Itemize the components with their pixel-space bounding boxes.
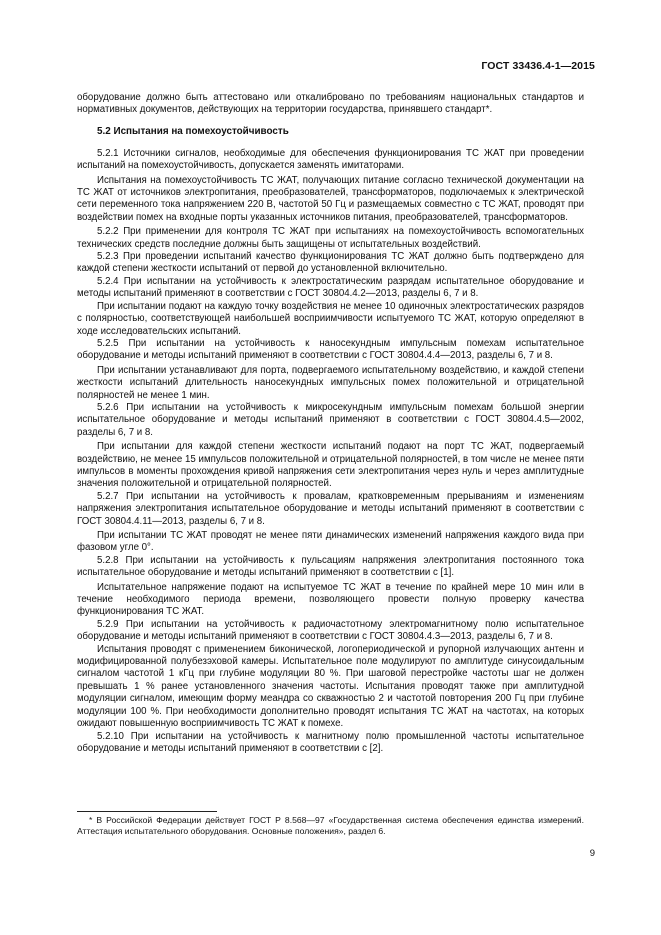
paragraph-dips-details: При испытании ТС ЖАТ проводят не менее пяти динамических изменений напряжения каждого вида при фазовом угле 0°. — [77, 530, 584, 554]
paragraph-rf-details: Испытания проводят с применением биконической, логопериодической и рупорной излучающих антенн и модифицированной полубезэховой камеры. Испытательное поле модулируют по амплитуде синусоидальным сигналом частотой 1 кГц при глубине модуляции 80 %. При шаговой перестройке частоты шаг не должен превышать 1 % ранее установленного значения частоты. Испытания проводят также при амплитудной модуляции сигналом, имеющим форму меандра со скважностью 2 и частотой повторения 200 Гц при глубине модуляции 100 %. При необходимости дополнительно проводят испытания ТС ЖАТ на частотах, на которых ожидают повышенную восприимчивость ТС ЖАТ к помехе. — [77, 643, 584, 730]
paragraph-5-2-9: 5.2.9 При испытании на устойчивость к радиочастотному электромагнитному полю испытательное оборудование и методы испытаний применяют в соответствии с ГОСТ 30804.4.3—2013, разделы 6, 7 и 8. — [77, 618, 584, 643]
intro-paragraph: оборудование должно быть аттестовано или откалибровано по требованиям национальных стандартов и нормативных документов, действующих на территории государства, принявшего стандарт*. — [77, 92, 584, 116]
section-heading: 5.2 Испытания на помехоустойчивость — [97, 125, 289, 137]
paragraph-5-2-6: 5.2.6 При испытании на устойчивость к микросекундным импульсным помехам большой энергии испытательное оборудование и методы испытаний применяют в соответствии с ГОСТ 30804.4.5—2002, разделы 6, 7 и 8. — [77, 401, 584, 438]
paragraph-5-2-2: 5.2.2 При применении для контроля ТС ЖАТ при испытаниях на помехоустойчивость вспомогательных технических средств последние должны быть защищены от испытательных воздействий. — [77, 226, 584, 250]
paragraph-ripple-details: Испытательное напряжение подают на испытуемое ТС ЖАТ в течение по крайней мере 10 мин или в течение необходимого периода времени, позволяющего провести полную проверку качества функционирования ТС ЖАТ. — [77, 581, 584, 618]
paragraph-5-2-5: 5.2.5 При испытании на устойчивость к наносекундным импульсным помехам испытательное оборудование и методы испытаний применяют в соответствии с ГОСТ 30804.4.4—2013, разделы 6, 7 и 8. — [77, 337, 584, 362]
paragraph-surge-details: При испытании для каждой степени жесткости испытаний подают на порт ТС ЖАТ, подвергаемый воздействию, не менее 15 импульсов положительной и отрицательной полярностей, в том числе не менее пяти импульсов в моменты прохождения кривой напряжения сети электропитания через нуль и через амплитудные значения положительной и отрицательной полярностей. — [77, 441, 584, 490]
paragraph-5-2-7: 5.2.7 При испытании на устойчивость к провалам, кратковременным прерываниям и изменениям напряжения электропитания испытательное оборудование и методы испытаний применяют в соответствии с ГОСТ 30804.4.11—2013, разделы 6, 7 и 8. — [77, 490, 584, 527]
paragraph-5-2-8: 5.2.8 При испытании на устойчивость к пульсациям напряжения электропитания постоянного тока испытательное оборудование и методы испытаний применяют в соответствии с [1]. — [77, 554, 584, 579]
paragraph-5-2-4: 5.2.4 При испытании на устойчивость к электростатическим разрядам испытательное оборудование и методы испытаний применяют в соответствии с ГОСТ 30804.4.2—2013, разделы 6, 7 и 8. — [77, 275, 584, 300]
page-number: 9 — [589, 848, 595, 859]
document-body — [77, 92, 584, 755]
document-code-header: ГОСТ 33436.4-1—2015 — [481, 60, 595, 72]
footnote-divider — [77, 811, 217, 812]
paragraph-power-sources: Испытания на помехоустойчивость ТС ЖАТ, получающих питание согласно технической документации на ТС ЖАТ от источников электропитания, преобразователей, трансформаторов, подключаемых к электрической сети переменного тока напряжением 220 В, частотой 50 Гц и размещаемых совместно с ТС ЖАТ, проводят при воздействии помех на входные порты указанных источников питания, преобразователей, трансформаторов. — [77, 174, 584, 223]
paragraph-5-2-3: 5.2.3 При проведении испытаний качество функционирования ТС ЖАТ должно быть подтверждено для каждой степени жесткости испытаний от первой до установленной включительно. — [77, 251, 584, 275]
paragraph-5-2-10: 5.2.10 При испытании на устойчивость к магнитному полю промышленной частоты испытательное оборудование и методы испытаний применяют в соответствии с [2]. — [77, 730, 584, 754]
paragraph-esd-details: При испытании подают на каждую точку воздействия не менее 10 одиночных электростатических разрядов с полярностью, соответствующей наибольшей восприимчивости испытуемого ТС ЖАТ, которую определяют в ходе исследовательских испытаний. — [77, 300, 584, 337]
paragraph-burst-details: При испытании устанавливают для порта, подвергаемого испытательному воздействию, и каждой степени жесткости испытаний длительность наносекундных импульсных помех положительной и отрицательной полярностей не менее 1 мин. — [77, 364, 584, 401]
paragraph-5-2-1: 5.2.1 Источники сигналов, необходимые для обеспечения функционирования ТС ЖАТ при проведении испытаний на помехоустойчивость, допускается заменять имитаторами. — [77, 147, 584, 172]
footnote: * В Российской Федерации действует ГОСТ Р 8.568—97 «Государственная система обеспечения единства измерений. Аттестация испытательного оборудования. Основные положения», раздел 6. — [77, 815, 584, 837]
